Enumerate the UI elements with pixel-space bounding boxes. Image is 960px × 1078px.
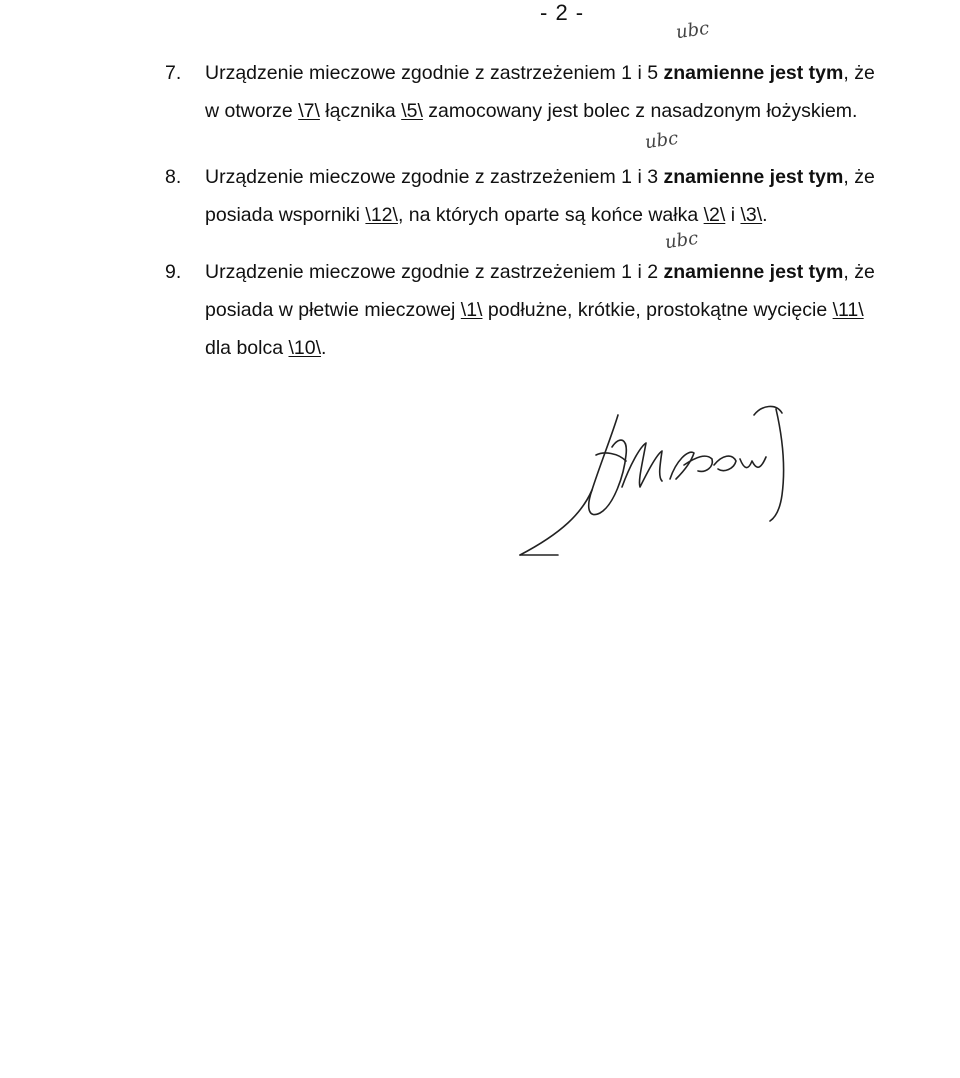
claim-text: , że [843, 166, 875, 188]
claim-number: 9. [165, 261, 182, 283]
reference-numeral: \10\ [288, 337, 322, 359]
claim-text: posiada wsporniki [205, 204, 366, 226]
claim-text: , że [843, 261, 875, 283]
page-number: - 2 - [540, 0, 585, 25]
reference-numeral: \11\ [832, 299, 864, 321]
claim-line [165, 158, 955, 196]
claim-line [165, 54, 955, 92]
claim-line [165, 329, 955, 367]
claim-characterizing-phrase: znamienne jest tym [663, 261, 844, 283]
claim-text: Urządzenie mieczowe zgodnie z zastrzeżeniem 1 i 5 [205, 62, 664, 84]
claim-number: 7. [165, 62, 182, 84]
handwritten-annotation: ubc [663, 227, 700, 254]
claim-characterizing-phrase: znamienne jest tym [663, 166, 844, 188]
claim-text: Urządzenie mieczowe zgodnie z zastrzeżeniem 1 i 2 [205, 261, 664, 283]
claim-characterizing-phrase: znamienne jest tym [663, 62, 844, 84]
claim-9 [165, 253, 955, 367]
claim-text: w otworze [205, 100, 299, 122]
claim-text: zamocowany jest bolec z nasadzonym łożyskiem. [422, 100, 858, 122]
claim-text: łącznika [319, 100, 402, 122]
claim-number: 8. [165, 166, 182, 188]
claim-text: , że [843, 62, 875, 84]
claim-8 [165, 158, 955, 234]
reference-numeral: \3\ [740, 204, 763, 226]
claim-line [165, 92, 955, 130]
claim-text: . [321, 337, 327, 359]
reference-numeral: \2\ [703, 204, 726, 226]
claim-line [165, 291, 955, 329]
reference-numeral: \7\ [298, 100, 320, 122]
handwritten-annotation: ubc [674, 17, 711, 44]
claim-text: i [725, 204, 741, 226]
claim-text: . [762, 204, 768, 226]
claim-7 [165, 54, 955, 130]
signature-image [500, 395, 800, 565]
claim-text: podłużne, krótkie, prostokątne wycięcie [482, 299, 833, 321]
reference-numeral: \1\ [460, 299, 483, 321]
claim-text: , na których oparte są końce wałka [397, 204, 704, 226]
claim-line [165, 253, 955, 291]
handwritten-annotation: ubc [643, 127, 680, 154]
claim-text: dla bolca [205, 337, 289, 359]
claim-text: Urządzenie mieczowe zgodnie z zastrzeżeniem 1 i 3 [205, 166, 664, 188]
claim-line [165, 196, 955, 234]
claim-text: posiada w płetwie mieczowej [205, 299, 461, 321]
reference-numeral: \5\ [401, 100, 423, 122]
reference-numeral: \12\ [365, 204, 398, 226]
